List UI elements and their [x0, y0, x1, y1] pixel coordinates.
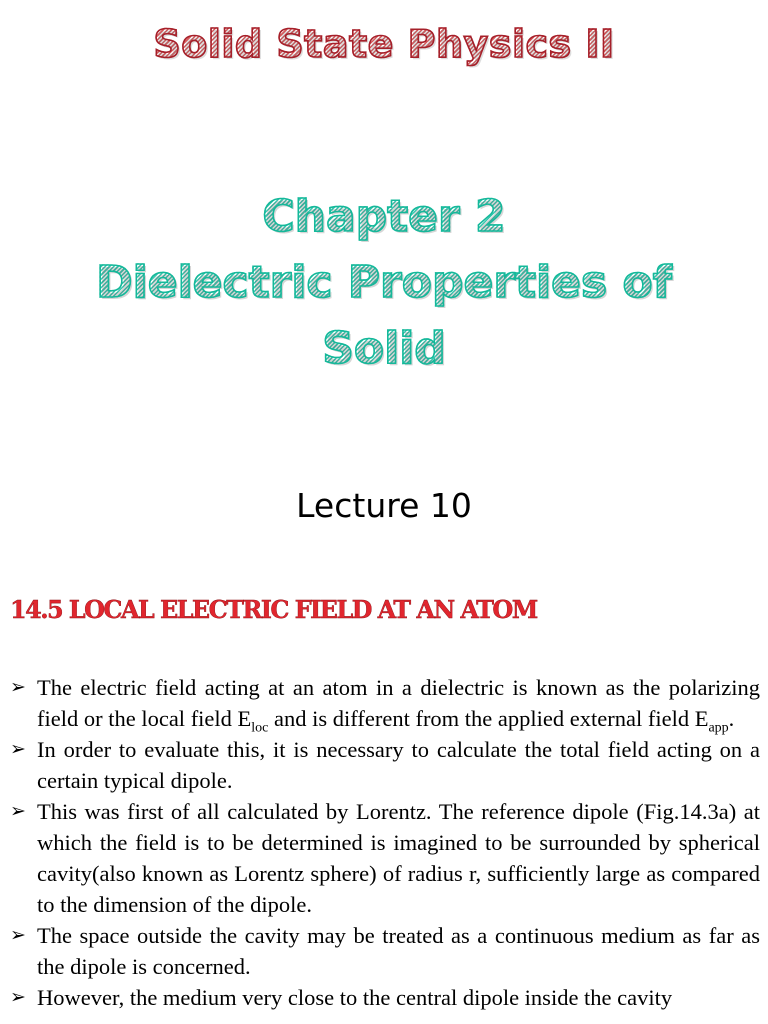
chapter-title [0, 184, 768, 382]
bullet-text: The electric field acting at an atom in a dielectric is known as the polarizing field or the local field E [37, 675, 760, 731]
chapter-title-line-3: Solid [322, 323, 446, 374]
bullet-item-local-field [8, 672, 760, 734]
bullet-text: In order to evaluate this, it is necessary to calculate the total field acting on a certain typical dipole. [37, 737, 760, 793]
bullet-item-outside-cavity [8, 920, 760, 982]
arrow-bullet-icon: ➢ [10, 738, 26, 760]
bullet-text: This was first of all calculated by Lorentz. The reference dipole (Fig.14.3a) at which the field is to be determined is imagined to be surrounded by spherical cavity(also known as Lorentz sphere) of radius r, sufficiently large as compared to the dimension of the dipole. [37, 799, 760, 917]
course-title: Solid State Physics II [0, 18, 768, 70]
bullet-text: . [728, 706, 735, 731]
bullet-item-evaluate [8, 734, 760, 796]
bullet-text: However, the medium very close to the central dipole inside the cavity [37, 985, 673, 1010]
chapter-title-line-2: Dielectric Properties of [96, 257, 672, 308]
bullet-text: The space outside the cavity may be treated as a continuous medium as far as the dipole is concerned. [37, 923, 760, 979]
chapter-title-line-1: Chapter 2 [262, 191, 506, 242]
arrow-bullet-icon: ➢ [10, 800, 26, 822]
arrow-bullet-icon: ➢ [10, 676, 26, 698]
bullet-text: and is different from the applied external field E [268, 706, 709, 731]
bullet-item-lorentz [8, 796, 760, 920]
subscript-app: app [708, 720, 729, 736]
arrow-bullet-icon: ➢ [10, 924, 26, 946]
subscript-loc: loc [251, 720, 269, 736]
bullet-list [8, 672, 760, 1013]
bullet-item-inside-cavity [8, 982, 760, 1013]
lecture-label: Lecture 10 [296, 486, 472, 525]
section-heading: 14.5 LOCAL ELECTRIC FIELD AT AN ATOM [10, 595, 537, 624]
arrow-bullet-icon: ➢ [10, 986, 26, 1008]
